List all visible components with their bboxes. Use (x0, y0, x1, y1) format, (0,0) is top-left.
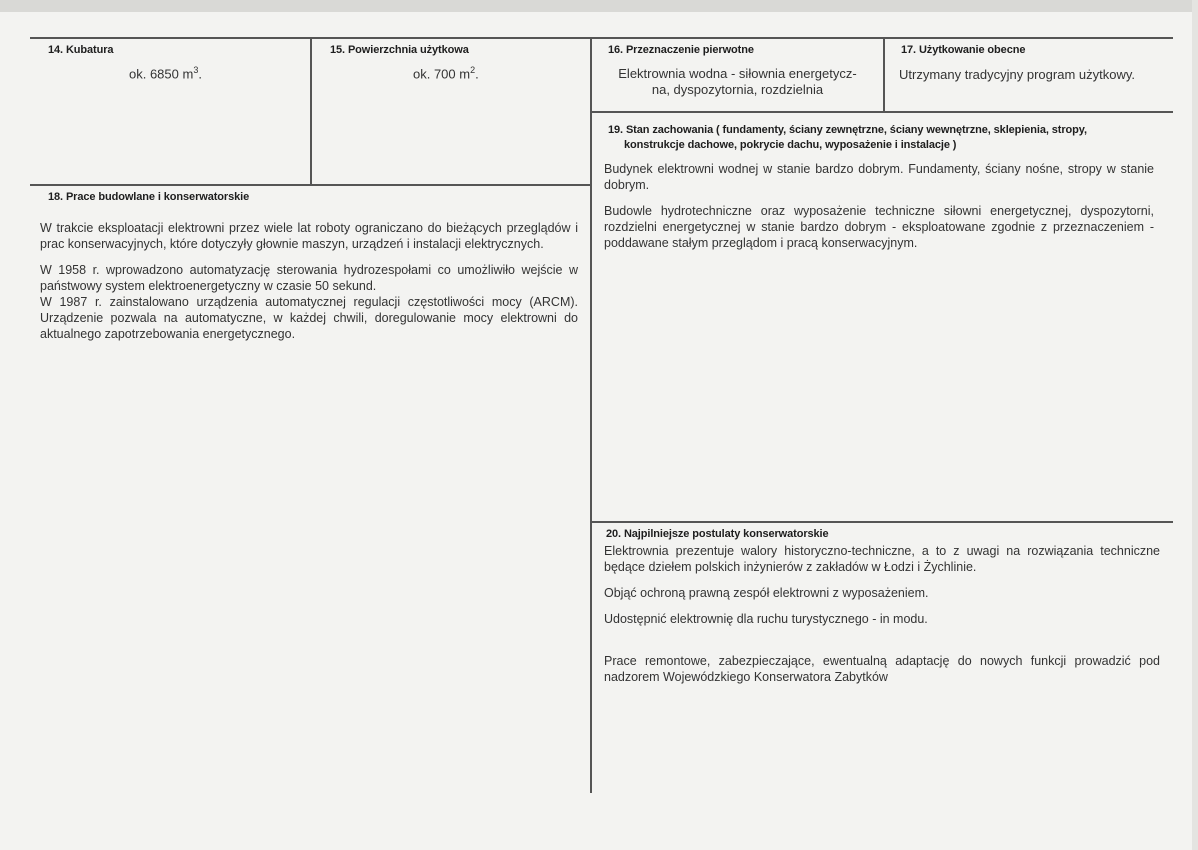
field-18-paragraph-2: W 1958 r. wprowadzono automatyzację sterowania hydrozespołami co umożliwiło wejście w państwowy system elektroenergetyczny w czasie 50 sekund. (40, 263, 578, 293)
field-19-paragraph-1: Budynek elektrowni wodnej w stanie bardzo dobrym. Fundamenty, ściany nośne, stropy w stanie dobrym. (604, 162, 1154, 192)
field-17-label: 17. Użytkowanie obecne (901, 44, 1026, 56)
field-18-prace (30, 186, 590, 786)
field-19-body (604, 161, 1154, 251)
field-18-label: 18. Prace budowlane i konserwatorskie (48, 191, 250, 203)
field-16-label: 16. Przeznaczenie pierwotne (608, 44, 754, 56)
field-16-value: Elektrownia wodna - siłownia energetycz- na, dyspozytornia, rozdzielnia (618, 66, 857, 97)
field-19-label: 19. Stan zachowania ( fundamenty, ściany zewnętrzne, ściany wewnętrzne, sklepienia, stropy, konstrukcje dachowe, pokrycie dachu, wyposażenie i instalacje ) (608, 124, 1087, 151)
scan-top-edge (0, 0, 1198, 12)
field-20-paragraph-2: Objąć ochroną prawną zespół elektrowni z wyposażeniem. (604, 586, 929, 600)
field-15-value: ok. 700 $m^2$. (413, 65, 479, 82)
field-19-stan-zachowania (592, 113, 1173, 521)
field-18-paragraph-1: W trakcie eksploatacji elektrowni przez wiele lat roboty ograniczano do bieżących przeglądów i prac konserwacyjnych, które dotyczyły głownie maszyn, urządzeń i instalacji elektrycznych. (40, 221, 578, 251)
field-20-postulaty (592, 523, 1173, 793)
field-17-value: Utrzymany tradycyjny program użytkowy. (899, 67, 1135, 82)
field-18-paragraph-3: W 1987 r. zainstalowano urządzenia automatycznej regulacji częstotliwości mocy (ARCM). Urządzenie pozwala na automatyczne, w każdej chwili, doregulowanie mocy elektrowni do aktualnego zapotrzebowania energetycznego. (40, 295, 578, 341)
field-15-label: 15. Powierzchnia użytkowa (330, 44, 469, 56)
field-16-przeznaczenie (592, 40, 883, 111)
field-14-kubatura (30, 40, 310, 184)
field-20-body (604, 543, 1160, 685)
field-20-label: 20. Najpilniejsze postulaty konserwatorskie (606, 528, 829, 540)
field-20-paragraph-1: Elektrownia prezentuje walory historyczno-techniczne, a to z uwagi na rozwiązania techniczne będące dziełem polskich inżynierów z zakładów w Łodzi i Żychlinie. (604, 544, 1160, 574)
field-14-label: 14. Kubatura (48, 44, 114, 56)
field-20-paragraph-4: Prace remontowe, zabezpieczające, ewentualną adaptację do nowych funkcji prowadzić pod nadzorem Wojewódzkiego Konserwatora Zabytków (604, 654, 1160, 684)
field-19-paragraph-2: Budowle hydrotechniczne oraz wyposażenie techniczne siłowni energetycznej, dyspozytorni, rozdzielni energetycznej w stanie bardzo dobrym - eksploatowane zgodnie z przeznaczeniem - poddawane stałym przeglądom i pracą konserwacyjnym. (604, 204, 1154, 250)
field-18-body (40, 220, 578, 342)
scan-right-edge (1192, 0, 1198, 850)
field-17-uzytkowanie (885, 40, 1173, 111)
top-rule-right (591, 37, 1173, 39)
field-20-paragraph-3: Udostępnić elektrownię dla ruchu turystycznego - in modu. (604, 612, 928, 626)
field-14-value: ok. 6850 $m^3$. (129, 65, 202, 82)
field-15-powierzchnia (312, 40, 590, 184)
